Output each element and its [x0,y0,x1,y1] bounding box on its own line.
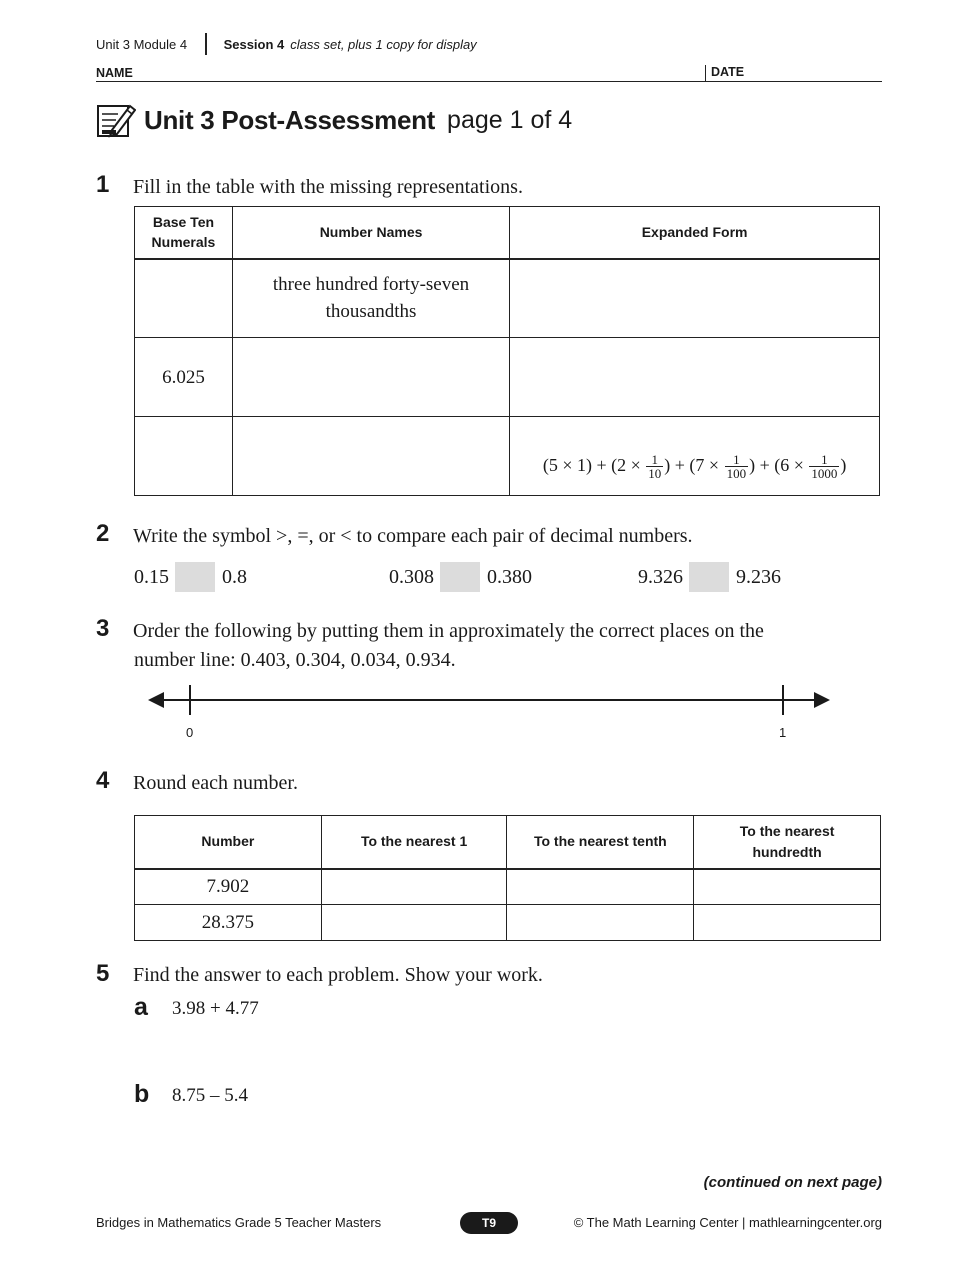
answer-box[interactable] [689,562,729,592]
running-header [96,33,477,55]
name-date-line [96,64,882,82]
question-1-prompt: Fill in the table with the missing representations. [133,176,523,198]
problem-b-letter: b [134,1080,150,1108]
answer-cell[interactable] [321,905,507,941]
number-line-label-0: 0 [186,725,194,740]
left-arrow-icon [148,692,164,708]
number-name-cell: three hundred forty-seven thousandths [232,259,509,338]
header-base-ten: Base Ten Numerals [135,207,233,259]
title-main: Unit 3 Post-Assessment [144,104,436,135]
representations-table [134,206,880,496]
name-label: NAME [96,66,133,80]
number-line[interactable] [146,682,836,718]
table-row [135,259,880,338]
compare-pair-3 [638,562,781,592]
page-title [96,100,572,140]
problem-b-expression: 8.75 – 5.4 [172,1085,248,1106]
expanded-form-expression: (5 × 1) + (2 × $\frac{1}{10}$ ) + (7 × $\frac{1}{100}$ ) + (6 × $\frac{1}{1000}$ ) [542,452,847,482]
number-name-cell[interactable] [232,417,509,496]
footer-left: Bridges in Mathematics Grade 5 Teacher Masters [96,1215,382,1230]
question-3-prompt-line-1: Order the following by putting them in approximately the correct places on the [133,620,764,642]
header-number-names: Number Names [232,207,509,259]
session-label: Session 4 [223,36,285,52]
assessment-pencil-icon [96,100,136,140]
numeral-cell[interactable] [135,417,233,496]
compare-pair-2 [389,562,532,592]
date-label: DATE [705,65,744,81]
table-row [135,417,880,496]
question-2-number: 2 [96,520,110,547]
number-cell: 28.375 [135,905,322,941]
question-4-prompt: Round each number. [133,772,298,794]
numeral-cell[interactable] [135,259,233,338]
table-row [135,338,880,417]
expanded-cell[interactable] [510,338,880,417]
rounding-table [134,815,881,941]
pair-left-value: 9.326 [638,565,683,588]
question-5-prompt: Find the answer to each problem. Show your work. [133,964,543,986]
header-divider [205,33,207,55]
footer-right: © The Math Learning Center | mathlearningcenter.org [573,1215,882,1230]
answer-cell[interactable] [321,869,507,905]
answer-cell[interactable] [507,869,694,905]
pair-right-value: 0.380 [487,565,532,588]
session-note: class set, plus 1 copy for display [290,36,477,52]
question-2-prompt: Write the symbol >, =, or < to compare each pair of decimal numbers. [133,525,693,547]
title-page: page 1 of 4 [447,105,573,134]
table-header-row [135,816,881,869]
question-5-number: 5 [96,960,110,987]
question-1-number: 1 [96,171,110,198]
unit-module-label: Unit 3 Module 4 [96,36,188,52]
number-cell: 7.902 [135,869,322,905]
header-nearest-tenth: To the nearest tenth [507,816,694,869]
pair-right-value: 0.8 [222,565,247,588]
header-nearest-1: To the nearest 1 [321,816,507,869]
expanded-cell [510,417,880,496]
table-row [135,869,881,905]
answer-cell[interactable] [507,905,694,941]
table-row [135,905,881,941]
answer-box[interactable] [175,562,215,592]
continued-note: (continued on next page) [703,1174,882,1191]
pair-left-value: 0.15 [134,565,169,588]
pair-right-value: 9.236 [736,565,781,588]
number-name-cell[interactable] [232,338,509,417]
table-header-row [135,207,880,259]
header-nearest-hundredth: To the nearest hundredth [694,816,881,869]
answer-box[interactable] [440,562,480,592]
question-4-number: 4 [96,767,110,794]
question-3-prompt-line-2: number line: 0.403, 0.304, 0.034, 0.934. [134,649,456,671]
header-expanded-form: Expanded Form [510,207,880,259]
page-code-badge: T9 [460,1212,518,1234]
header-number: Number [135,816,322,869]
answer-cell[interactable] [694,869,881,905]
compare-pair-1 [134,562,247,592]
pair-left-value: 0.308 [389,565,434,588]
right-arrow-icon [814,692,830,708]
expanded-cell[interactable] [510,259,880,338]
number-line-label-1: 1 [779,725,787,740]
answer-cell[interactable] [694,905,881,941]
numeral-cell: 6.025 [135,338,233,417]
problem-a-expression: 3.98 + 4.77 [172,998,259,1019]
problem-a-letter: a [134,993,148,1021]
question-3-number: 3 [96,615,110,642]
